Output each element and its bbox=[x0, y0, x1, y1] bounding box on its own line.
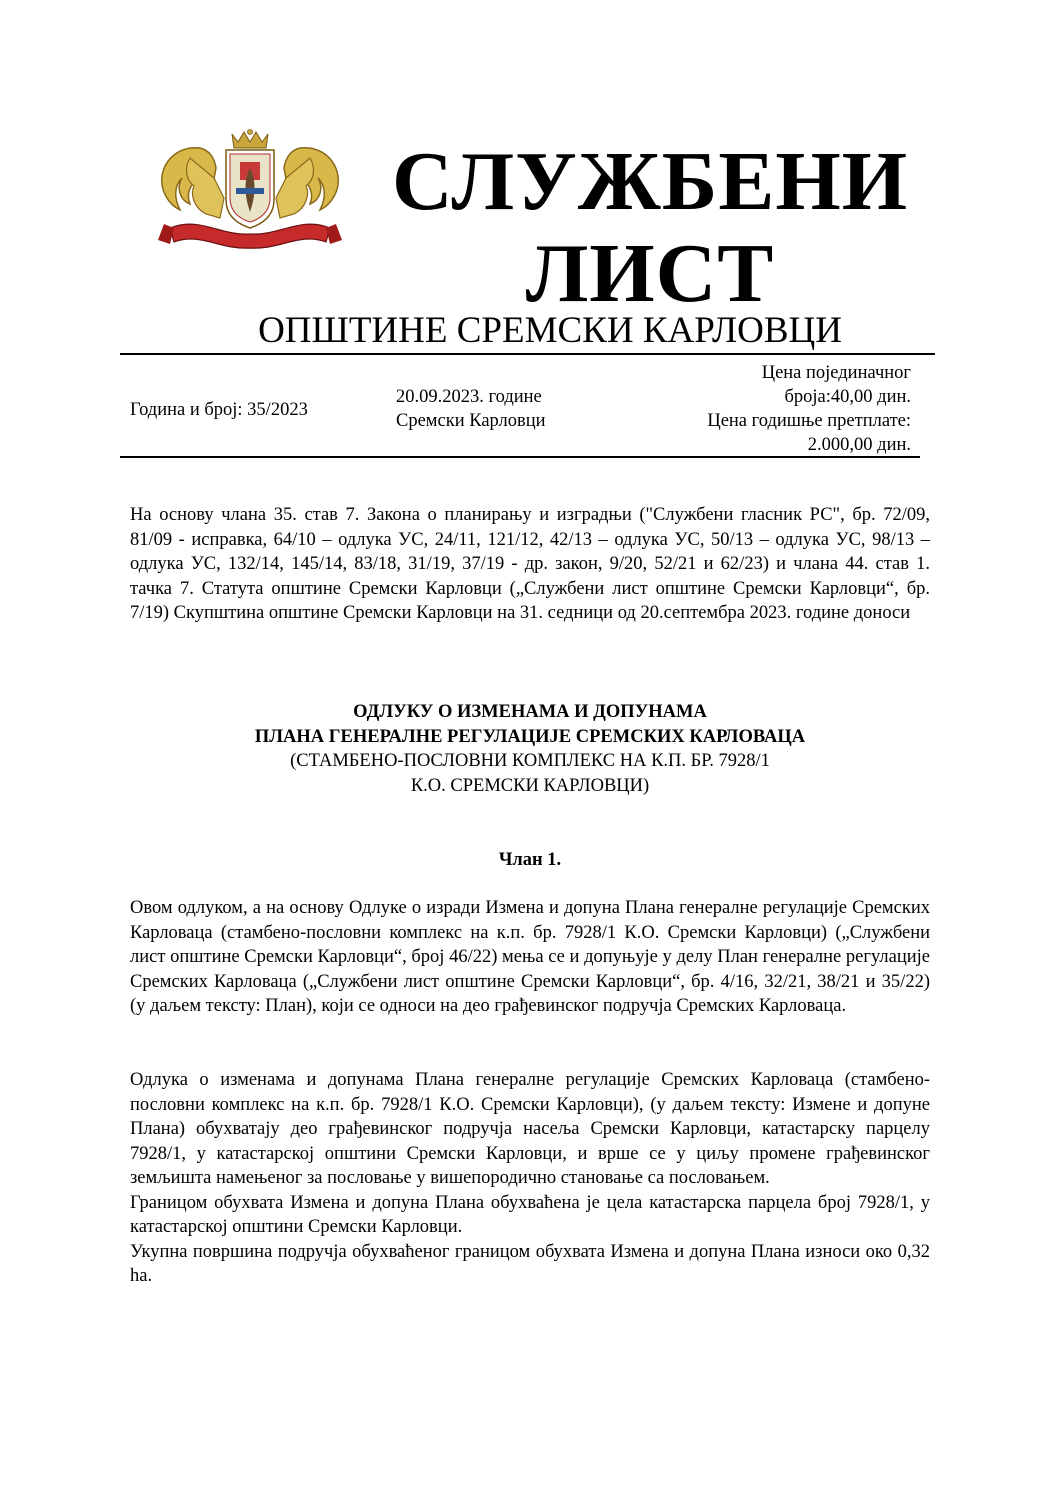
price-annual-line1: Цена годишње претплате: bbox=[707, 411, 911, 431]
coat-of-arms-emblem bbox=[150, 128, 350, 258]
issue-place: Сремски Карловци bbox=[396, 411, 546, 431]
article-heading: Члан 1. bbox=[498, 850, 562, 870]
issue-number: Година и број: 35/2023 bbox=[130, 400, 308, 420]
issue-date: 20.09.2023. године bbox=[396, 387, 542, 407]
header-rule-top bbox=[120, 353, 935, 355]
price-info bbox=[707, 361, 911, 457]
decision-title-line3: (СТАМБЕНО-ПОСЛОВНИ КОМПЛЕКС НА К.П. БР. 7928/1 bbox=[290, 751, 770, 771]
masthead-title-line1: СЛУЖБЕНИ bbox=[391, 135, 909, 228]
intro-paragraph: На основу члана 35. став 7. Закона о планирању и изградњи ("Службени гласник РС", бр. 72/09, 81/09 - исправка, 64/10 – одлука УС, 24/11, 121/12, 42/13 – одлука УС, 50/13 – одлука УС, 98/13 – одлука УС, 132/14, 145/14, 83/18, 31/19, 37/19 - др. закон, 9/20, 52/21 и 62/23) и члана 44. став 1. тачка 7. Статута општине Сремски Карловци („Службени лист општине Сремски Карловци“, бр. 7/19) Скупштина општине Сремски Карловци на 31. седници од 20.септембра 2023. године доноси bbox=[130, 505, 930, 623]
issue-date-place bbox=[396, 385, 546, 433]
price-annual-line2: 2.000,00 дин. bbox=[807, 435, 911, 455]
header-rule-bottom bbox=[120, 456, 920, 458]
article1-paragraph4: Укупна површина подручја обухваћеног границом обухвата Измена и допуна Плана износи око 0,32 ha. bbox=[130, 1241, 930, 1286]
article1-body bbox=[130, 1068, 930, 1289]
article1-paragraph3: Границом обухвата Измена и допуна Плана обухваћена је цела катастарска парцела број 7928/1, у катастарској општини Сремски Карловци. bbox=[130, 1192, 930, 1237]
decision-title-line1: ОДЛУКУ О ИЗМЕНАМА И ДОПУНАМА bbox=[353, 702, 707, 722]
decision-title-line4: К.О. СРЕМСКИ КАРЛОВЦИ) bbox=[410, 775, 650, 796]
article1-paragraph1: Овом одлуком, а на основу Одлуке о изради Измена и допуна Плана генералне регулације Сремских Карловаца (стамбено-пословни комплекс на к.п. бр. 7928/1 К.О. Сремски Карловци) („Службени лист општине Сремски Карловци“, број 46/22) мења се и допуњује у делу План генералне регулације Сремских Карловаца („Службени лист општине Сремски Карловци“, бр. 4/16, 32/21, 38/21 и 35/22) (у даљем тексту: План), који се односи на део грађевинског подручја Сремских Карловаца. bbox=[130, 898, 930, 1016]
article1-paragraph2: Одлука о изменама и допунама Плана генералне регулације Сремских Карловаца (стамбено-пословни комплекс на к.п. бр. 7928/1 К.О. Сремски Карловци), (у даљем тексту: Измене и допуне Плана) обухватају део грађевинског подручја насеља Сремски Карловци, катастарску парцелу 7928/1, у катастарској општини Сремски Карловци, и врше се у циљу промене грађевинског земљишта намењеног за пословање у вишепородично становање са пословањем. bbox=[130, 1070, 930, 1188]
decision-title bbox=[130, 700, 930, 798]
price-single-line2: броја:40,00 дин. bbox=[784, 387, 911, 407]
masthead-title-line2: ЛИСТ bbox=[525, 227, 775, 320]
price-single-line1: Цена појединачног bbox=[761, 363, 911, 383]
masthead-subtitle: ОПШТИНЕ СРЕМСКИ КАРЛОВЦИ bbox=[258, 310, 842, 351]
decision-title-line2: ПЛАНА ГЕНЕРАЛНЕ РЕГУЛАЦИЈЕ СРЕМСКИХ КАРЛОВАЦА bbox=[254, 726, 806, 747]
